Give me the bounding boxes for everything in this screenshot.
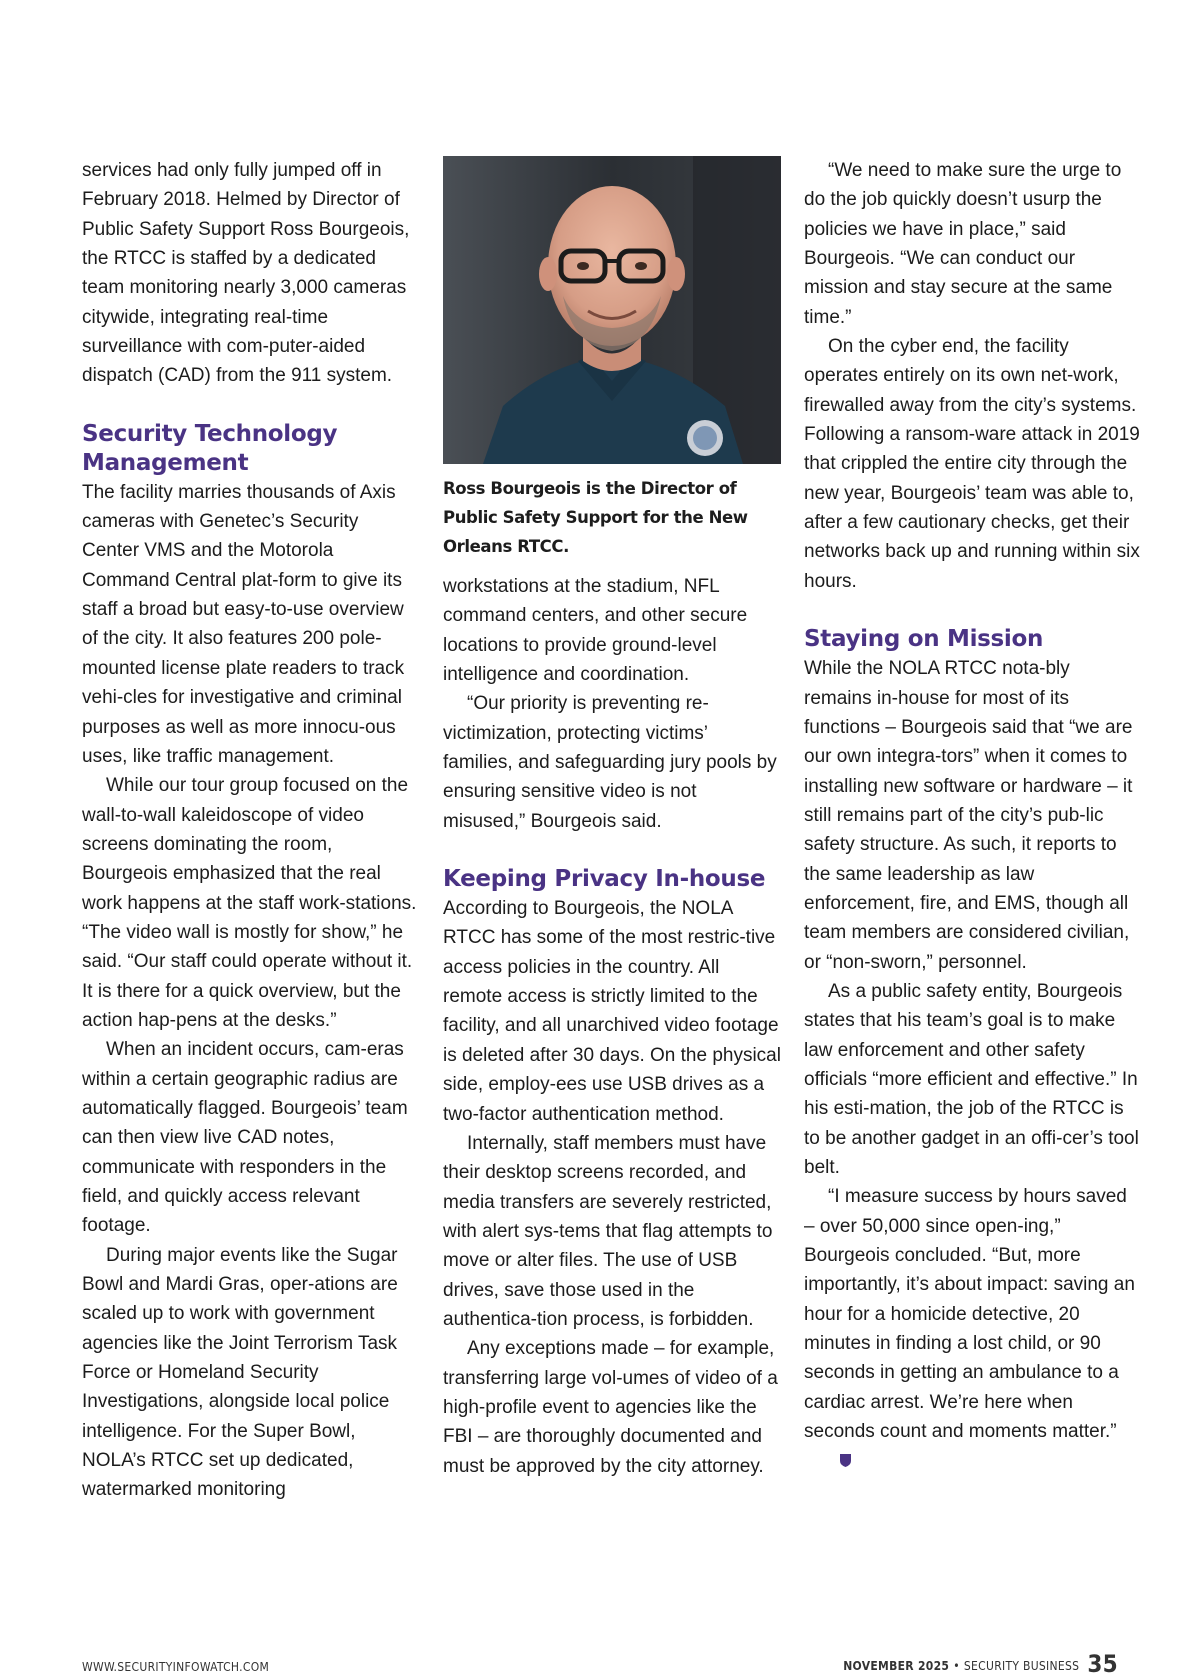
footer-separator: • [953,1659,960,1673]
paragraph: As a public safety entity, Bourgeois states that his team’s goal is to make law enforcement and other safety officials “more efficient and effective.” In his esti-mation, the job of the RTCC is to be another gadget in an offi-cer’s tool belt. [804,980,1139,1178]
paragraph: workstations at the stadium, NFL command centers, and other secure locations to provide ground-level intelligence and coordination. [443,576,748,686]
paragraph: services had only fully jumped off in February 2018. Helmed by Director of Public Safety Support Ross Bourgeois, the RTCC is staffed by a dedicated team monitoring nearly 3,000 cameras citywide, integrating real-time surveillance with com-puter-aided dispatch (CAD) from the 911 system. [82,160,410,387]
section-heading-staying-on-mission: Staying on Mission [804,626,1044,653]
page-number: 35 [1087,1650,1118,1678]
footer-issue-date: NOVEMBER 2025 [843,1659,950,1673]
column-1 [82,156,420,1505]
paragraph: “We need to make sure the urge to do the job quickly doesn’t usurp the policies we have in place,” said Bourgeois. “We can conduct our mission and stay secure at the same time.” [804,160,1122,328]
paragraph: The facility marries thousands of Axis cameras with Genetec’s Security Center VMS and the Motorola Command Central plat-form to give its staff a broad but easy-to-use overview of the city. It also features 200 pole-mounted license plate readers to track vehi-cles for investigative and criminal purposes as well as more innocu-ous uses, like traffic management. [82,481,405,767]
page-footer [82,1648,1118,1678]
column-3 [804,156,1142,1476]
photo-caption: Ross Bourgeois is the Director of Public Safety Support for the New Orleans RTCC. [443,479,748,556]
portrait-photo [443,156,781,464]
footer-publication: SECURITY BUSINESS [963,1659,1080,1673]
paragraph: While our tour group focused on the wall-to-wall kaleidoscope of video screens dominating the room, Bourgeois emphasized that the real work happens at the staff work-stations. “The video wall is mostly for show,” he said. “Our staff could operate without it. It is there for a quick overview, but the action hap-pens at the desks.” [82,775,417,1031]
paragraph: While the NOLA RTCC nota-bly remains in-house for most of its functions – Bourgeois said that “we are our own integra-tors” when it comes to installing new software or hardware – it still remains part of the city’s pub-lic safety structure. As such, it reports to the same leadership as law enforcement, fire, and EMS, though all team members are considered civilian, or “non-sworn,” personnel. [804,658,1133,973]
column-2 [443,156,781,1481]
section-heading-keeping-privacy: Keeping Privacy In-house [443,866,766,893]
final-paragraph-text: “I measure success by hours saved – over 50,000 since open-ing,” Bourgeois concluded. “But, more importantly, it’s about impact: saving an hour for a homicide detective, 20 minutes in finding a lost child, or 90 seconds in getting an ambulance to a cardiac arrest. We’re here when seconds count and moments matter.” [804,1186,1135,1443]
shield-end-mark-icon [816,1447,851,1476]
footer-issue-info [843,1650,1118,1678]
paragraph: “Our priority is preventing re-victimization, protecting victims’ families, and safeguarding jury pools by ensuring sensitive video is not misused,” Bourgeois said. [443,693,777,832]
section-heading-security-technology: Security Technology Management [82,420,338,476]
paragraph: On the cyber end, the facility operates entirely on its own net-work, firewalled away from the city’s systems. Following a ransom-ware attack in 2019 that crippled the entire city through the new year, Bourgeois’ team was able to, after a few cautionary checks, get their networks back up and running within six hours. [804,336,1140,592]
paragraph: According to Bourgeois, the NOLA RTCC has some of the most restric-tive access policies in the country. All remote access is strictly limited to the facility, and all unarchived video footage is deleted after 30 days. On the physical side, employ-ees use USB drives as a two-factor authentication method. [443,898,781,1125]
paragraph: When an incident occurs, cam-eras within a certain geographic radius are automatically flagged. Bourgeois’ team can then view live CAD notes, communicate with responders in the field, and quickly access relevant footage. [82,1039,408,1237]
paragraph: During major events like the Sugar Bowl and Mardi Gras, oper-ations are scaled up to work with government agencies like the Joint Terrorism Task Force or Homeland Security Investigations, alongside local police intelligence. For the Super Bowl, NOLA’s RTCC set up dedicated, watermarked monitoring [82,1244,398,1501]
paragraph: Internally, staff members must have their desktop screens recorded, and media transfers are severely restricted, with alert sys-tems that flag attempts to move or alter files. The use of USB drives, save those used in the authentica-tion process, is forbidden. [443,1132,773,1330]
paragraph: Any exceptions made – for example, transferring large vol-umes of video of a high-profile event to agencies like the FBI – are thoroughly documented and must be approved by the city attorney. [443,1338,778,1477]
footer-url: WWW.SECURITYINFOWATCH.COM [82,1660,270,1674]
portrait-photo-icon [443,156,781,464]
paragraph-final [804,1182,1142,1476]
